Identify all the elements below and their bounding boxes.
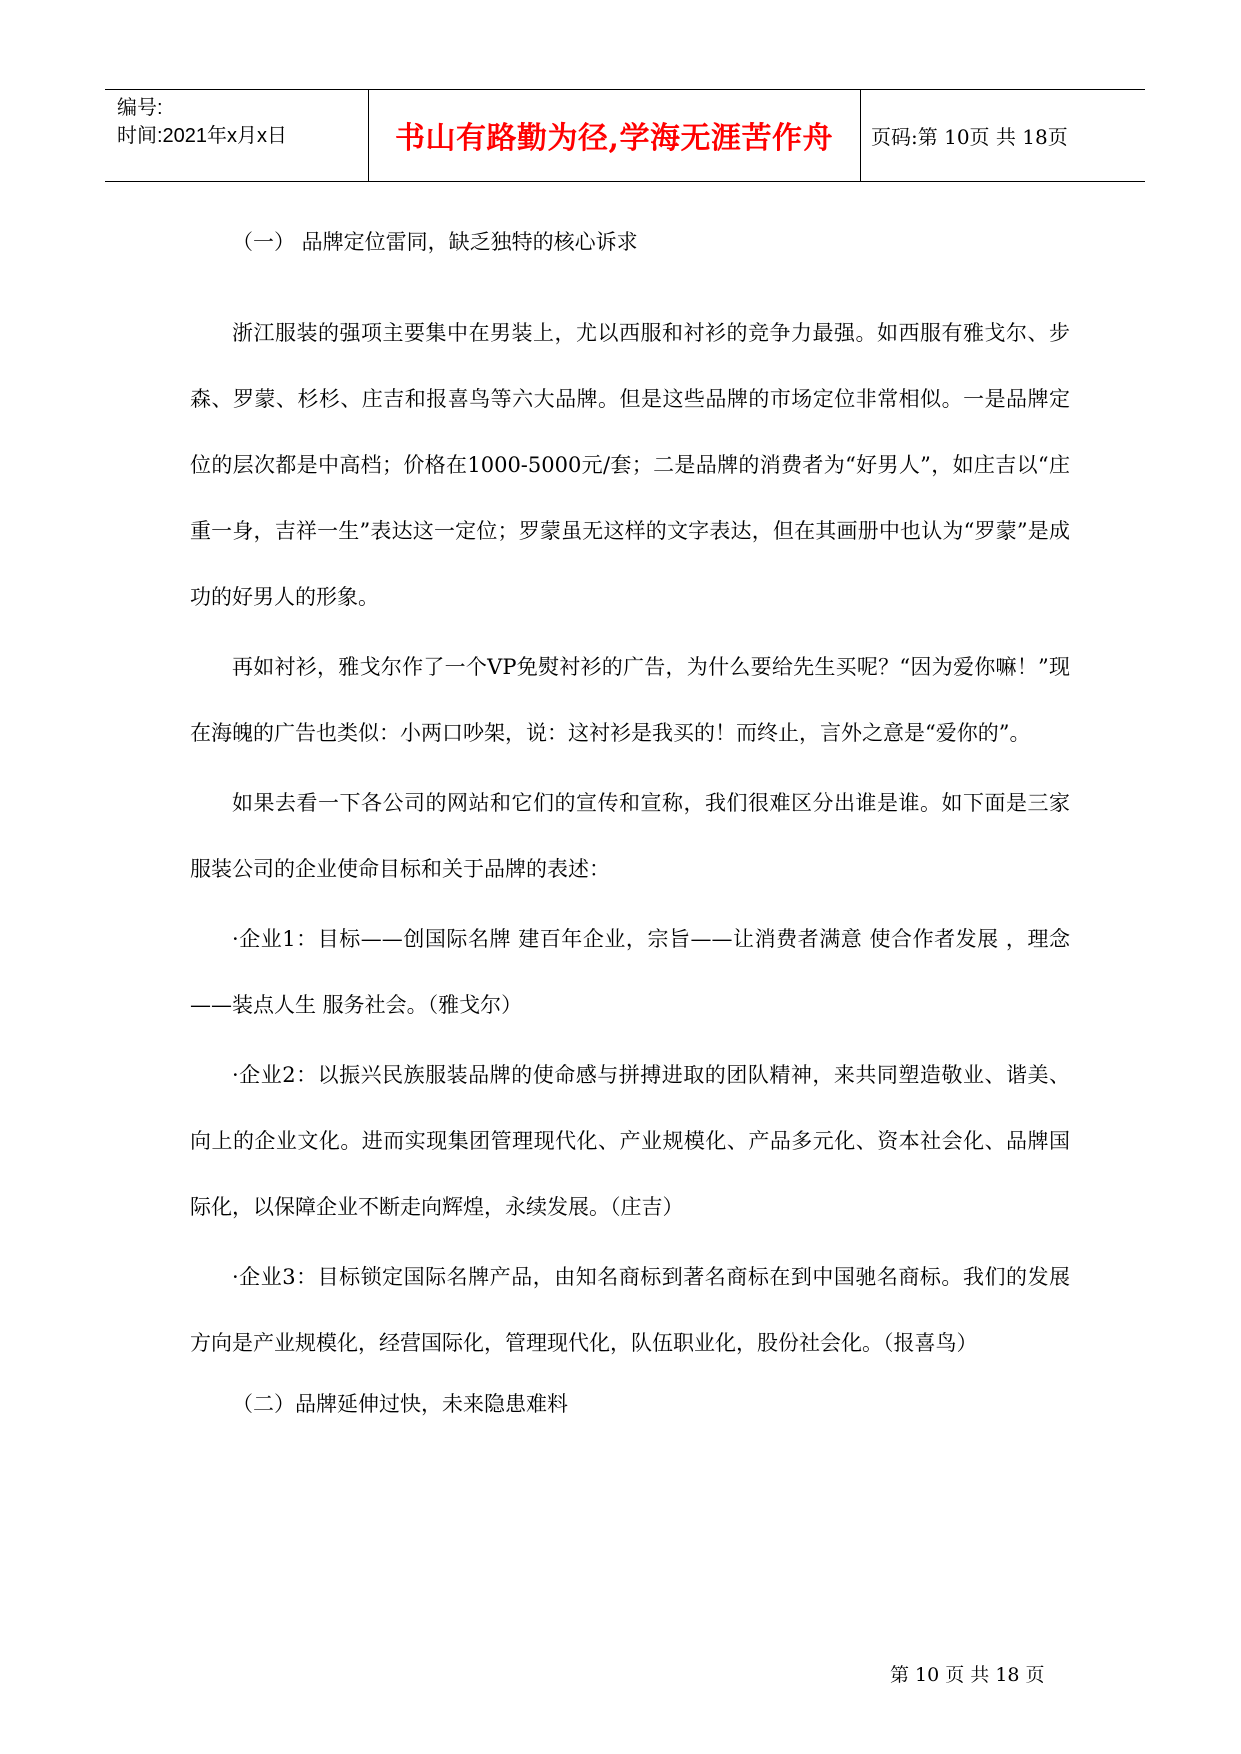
section-heading-1: （一） 品牌定位雷同，缺乏独特的核心诉求 — [232, 230, 638, 254]
enterprise-item-2: ·企业2：以振兴民族服装品牌的使命感与拼搏进取的团队精神，来共同塑造敬业、谐美、向上的企业文化。进而实现集团管理现代化、产业规模化、产品多元化、资本社会化、品牌国际化，以保障企业不断走向辉煌，永续发展。（庄吉） — [190, 1063, 1070, 1219]
enterprise-item-1: ·企业1：目标——创国际名牌 建百年企业，宗旨——让消费者满意 使合作者发展 ，理念——装点人生 服务社会。（雅戈尔） — [190, 927, 1070, 1017]
body-paragraph: 浙江服装的强项主要集中在男装上，尤以西服和衬衫的竞争力最强。如西服有雅戈尔、步森、罗蒙、杉杉、庄吉和报喜鸟等六大品牌。但是这些品牌的市场定位非常相似。一是品牌定位的层次都是中高档；价格在1000-5000元/套；二是品牌的消费者为“好男人”，如庄吉以“庄重一身，吉祥一生”表达这一定位；罗蒙虽无这样的文字表达，但在其画册中也认为“罗蒙”是成功的好男人的形象。 — [190, 321, 1070, 609]
enterprise-item-3: ·企业3：目标锁定国际名牌产品，由知名商标到著名商标在到中国驰名商标。我们的发展方向是产业规模化，经营国际化，管理现代化，队伍职业化，股份社会化。（报喜鸟） — [190, 1265, 1070, 1355]
header-meta — [117, 94, 287, 150]
document-body — [190, 218, 1070, 1462]
time-label: 时间:2021年x月x日 — [117, 125, 288, 147]
body-paragraph: 再如衬衫，雅戈尔作了一个VP免熨衬衫的广告，为什么要给先生买呢？“因为爱你嘛！”现在海魄的广告也类似：小两口吵架，说：这衬衫是我买的！而终止，言外之意是“爱你的”。 — [190, 655, 1070, 745]
document-header — [105, 89, 1145, 182]
page-footer: 第 10 页 共 18 页 — [890, 1664, 1045, 1686]
header-divider-right — [860, 90, 861, 181]
header-page-info: 页码:第 10页 共 18页 — [871, 124, 1068, 149]
section-heading-2: （二）品牌延伸过快，未来隐患难料 — [232, 1392, 568, 1416]
serial-number-label: 编号: — [117, 97, 163, 119]
header-motto: 书山有路勤为径,学海无涯苦作舟 — [395, 121, 833, 156]
body-paragraph: 如果去看一下各公司的网站和它们的宣传和宣称，我们很难区分出谁是谁。如下面是三家服装公司的企业使命目标和关于品牌的表述： — [190, 791, 1070, 881]
